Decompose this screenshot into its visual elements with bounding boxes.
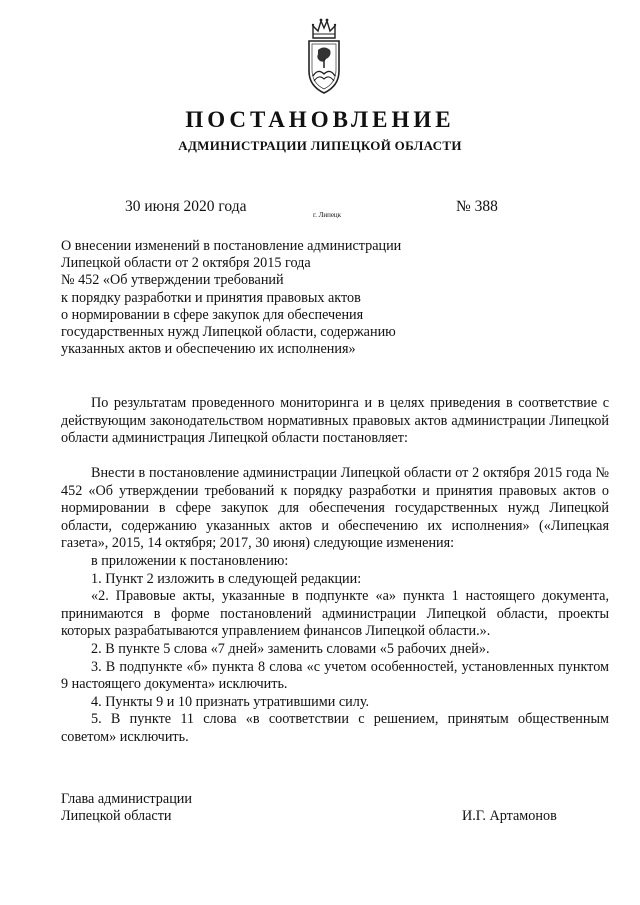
body-paragraph: «2. Правовые акты, указанные в подпункте «а» пункта 1 настоящего документа, принимаются в форме постановлений администрации Липецкой области, проекты которых разрабатываются управлением финансов Липецкой области.». — [61, 588, 609, 640]
signer-position-line1: Глава администрации — [61, 791, 192, 807]
document-number: № 388 — [456, 198, 498, 215]
subject-line: О внесении изменений в постановление администрации — [61, 238, 402, 254]
body-paragraph: Внести в постановление администрации Липецкой области от 2 октября 2015 года № 452 «Об утверждении требований к порядку разработки и принятия правовых актов о нормировании в сфере закупок для обеспечения государственных нужд Липецкой области, содержанию указанных актов и обеспечению их исполнения» («Липецкая газета», 2015, 14 октября; 2017, 30 июня) следующие изменения: — [61, 465, 609, 552]
body-paragraph: 4. Пункты 9 и 10 признать утратившими силу. — [91, 693, 370, 710]
subject-line: о нормировании в сфере закупок для обеспечения — [61, 306, 364, 323]
signer-name: И.Г. Артамонов — [462, 808, 557, 824]
subject-line: № 452 «Об утверждении требований — [61, 272, 284, 289]
body-paragraph: 3. В подпункте «б» пункта 8 слова «с учетом особенностей, установленных пунктом 9 настоящего документа» исключить. — [61, 658, 609, 693]
body-paragraph: 2. В пункте 5 слова «7 дней» заменить словами «5 рабочих дней». — [91, 640, 490, 657]
body-paragraph: 5. В пункте 11 слова «в соответствии с решением, принятым общественным советом» исключить. — [61, 711, 609, 745]
signer-position-line2: Липецкой области — [61, 808, 172, 824]
document-city: г. Липецк — [313, 211, 342, 219]
preamble-paragraph: По результатам проведенного мониторинга и в целях приведения в соответствие с действующим законодательством нормативных правовых актов администрации Липецкой области администрация Липецкой области постановляет: — [61, 395, 609, 447]
document-subtitle: АДМИНИСТРАЦИИ ЛИПЕЦКОЙ ОБЛАСТИ — [178, 138, 462, 153]
coat-of-arms-icon — [301, 16, 347, 96]
document-date: 30 июня 2020 года — [125, 198, 247, 215]
subject-line: указанных актов и обеспечению их исполнения» — [61, 341, 356, 358]
document-title: ПОСТАНОВЛЕНИЕ — [185, 107, 455, 132]
body-paragraph: в приложении к постановлению: — [91, 552, 289, 569]
subject-line: Липецкой области от 2 октября 2015 года — [61, 255, 311, 272]
body-paragraph: 1. Пункт 2 изложить в следующей редакции: — [91, 570, 362, 587]
document-body — [61, 465, 609, 747]
document-subject — [61, 238, 481, 358]
subject-line: государственных нужд Липецкой области, содержанию — [61, 324, 396, 341]
subject-line: к порядку разработки и принятия правовых актов — [61, 289, 361, 306]
